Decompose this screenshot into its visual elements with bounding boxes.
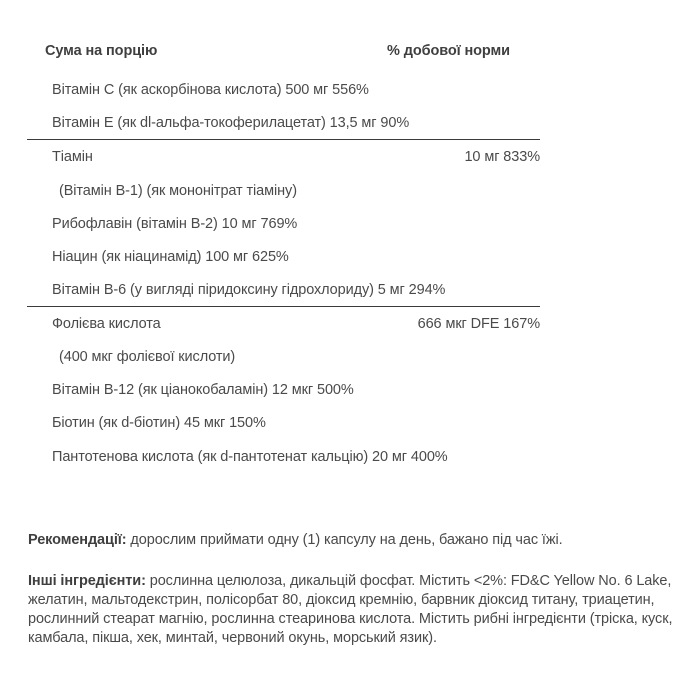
- facts-row: [27, 340, 540, 373]
- facts-row-value: 666 мкг DFE 167%: [417, 316, 540, 332]
- other-ingredients-heading: Інші інгредієнти:: [28, 573, 146, 589]
- facts-row-label: Тіамін: [52, 149, 93, 166]
- facts-row: [27, 73, 540, 106]
- directions-note: [28, 531, 673, 550]
- facts-row: [27, 406, 540, 439]
- facts-row: [27, 106, 540, 139]
- facts-table-header-row: [27, 42, 540, 73]
- facts-row-label: (Вітамін B-1) (як мононітрат тіаміну): [59, 182, 297, 199]
- facts-row-label: Вітамін E (як dl-альфа-токоферилацетат) 13,5 мг 90%: [52, 115, 410, 132]
- facts-row-label: Ніацин (як ніацинамід) 100 мг 625%: [52, 248, 289, 265]
- facts-row: [27, 174, 540, 207]
- facts-row-label: Вітамін B-12 (як ціанокобаламін) 12 мкг 500%: [52, 382, 354, 399]
- facts-row: [27, 240, 540, 273]
- directions-text: дорослим приймати одну (1) капсулу на день, бажано під час їжі.: [126, 532, 563, 548]
- facts-row-label: Фолієва кислота: [52, 316, 161, 332]
- facts-row: [27, 273, 540, 306]
- facts-row: [27, 139, 540, 173]
- other-ingredients-text: рослинна целюлоза, дикальцій фосфат. Містить <2%: FD&C Yellow No. 6 Lake, желатин, мальтодекстрин, полісорбат 80, діоксид кремнію, барвник діоксид титану, триацетин, рослинний стеарат магнію, рослинна стеаринова кислота. Містить рибні інгредієнти (тріска, куск, камбала, пікша, хек, минтай, червоний окунь, морський язик).: [28, 573, 673, 647]
- facts-row: [27, 207, 540, 240]
- daily-value-header: % добової норми: [387, 43, 510, 59]
- facts-row-value: 10 мг 833%: [464, 149, 540, 166]
- supplement-facts-table: [27, 42, 540, 473]
- facts-row-label: Біотин (як d-біотин) 45 мкг 150%: [52, 415, 266, 432]
- facts-row: [27, 306, 540, 340]
- directions-heading: Рекомендації:: [28, 532, 127, 548]
- other-ingredients-note: [28, 572, 673, 649]
- facts-row-label: Рибофлавін (вітамін B-2) 10 мг 769%: [52, 215, 298, 232]
- facts-row-label: Вітамін C (як аскорбінова кислота) 500 мг 556%: [52, 82, 369, 99]
- facts-row-label: Вітамін B-6 (у вигляді піридоксину гідрохлориду) 5 мг 294%: [52, 281, 446, 298]
- facts-row-label: Пантотенова кислота (як d-пантотенат кальцію) 20 мг 400%: [52, 448, 448, 465]
- facts-row: [27, 373, 540, 406]
- facts-row-label: (400 мкг фолієвої кислоти): [59, 349, 236, 366]
- facts-rows-container: [27, 73, 540, 473]
- facts-row: [27, 440, 540, 473]
- amount-per-serving-header: Сума на порцію: [45, 43, 158, 59]
